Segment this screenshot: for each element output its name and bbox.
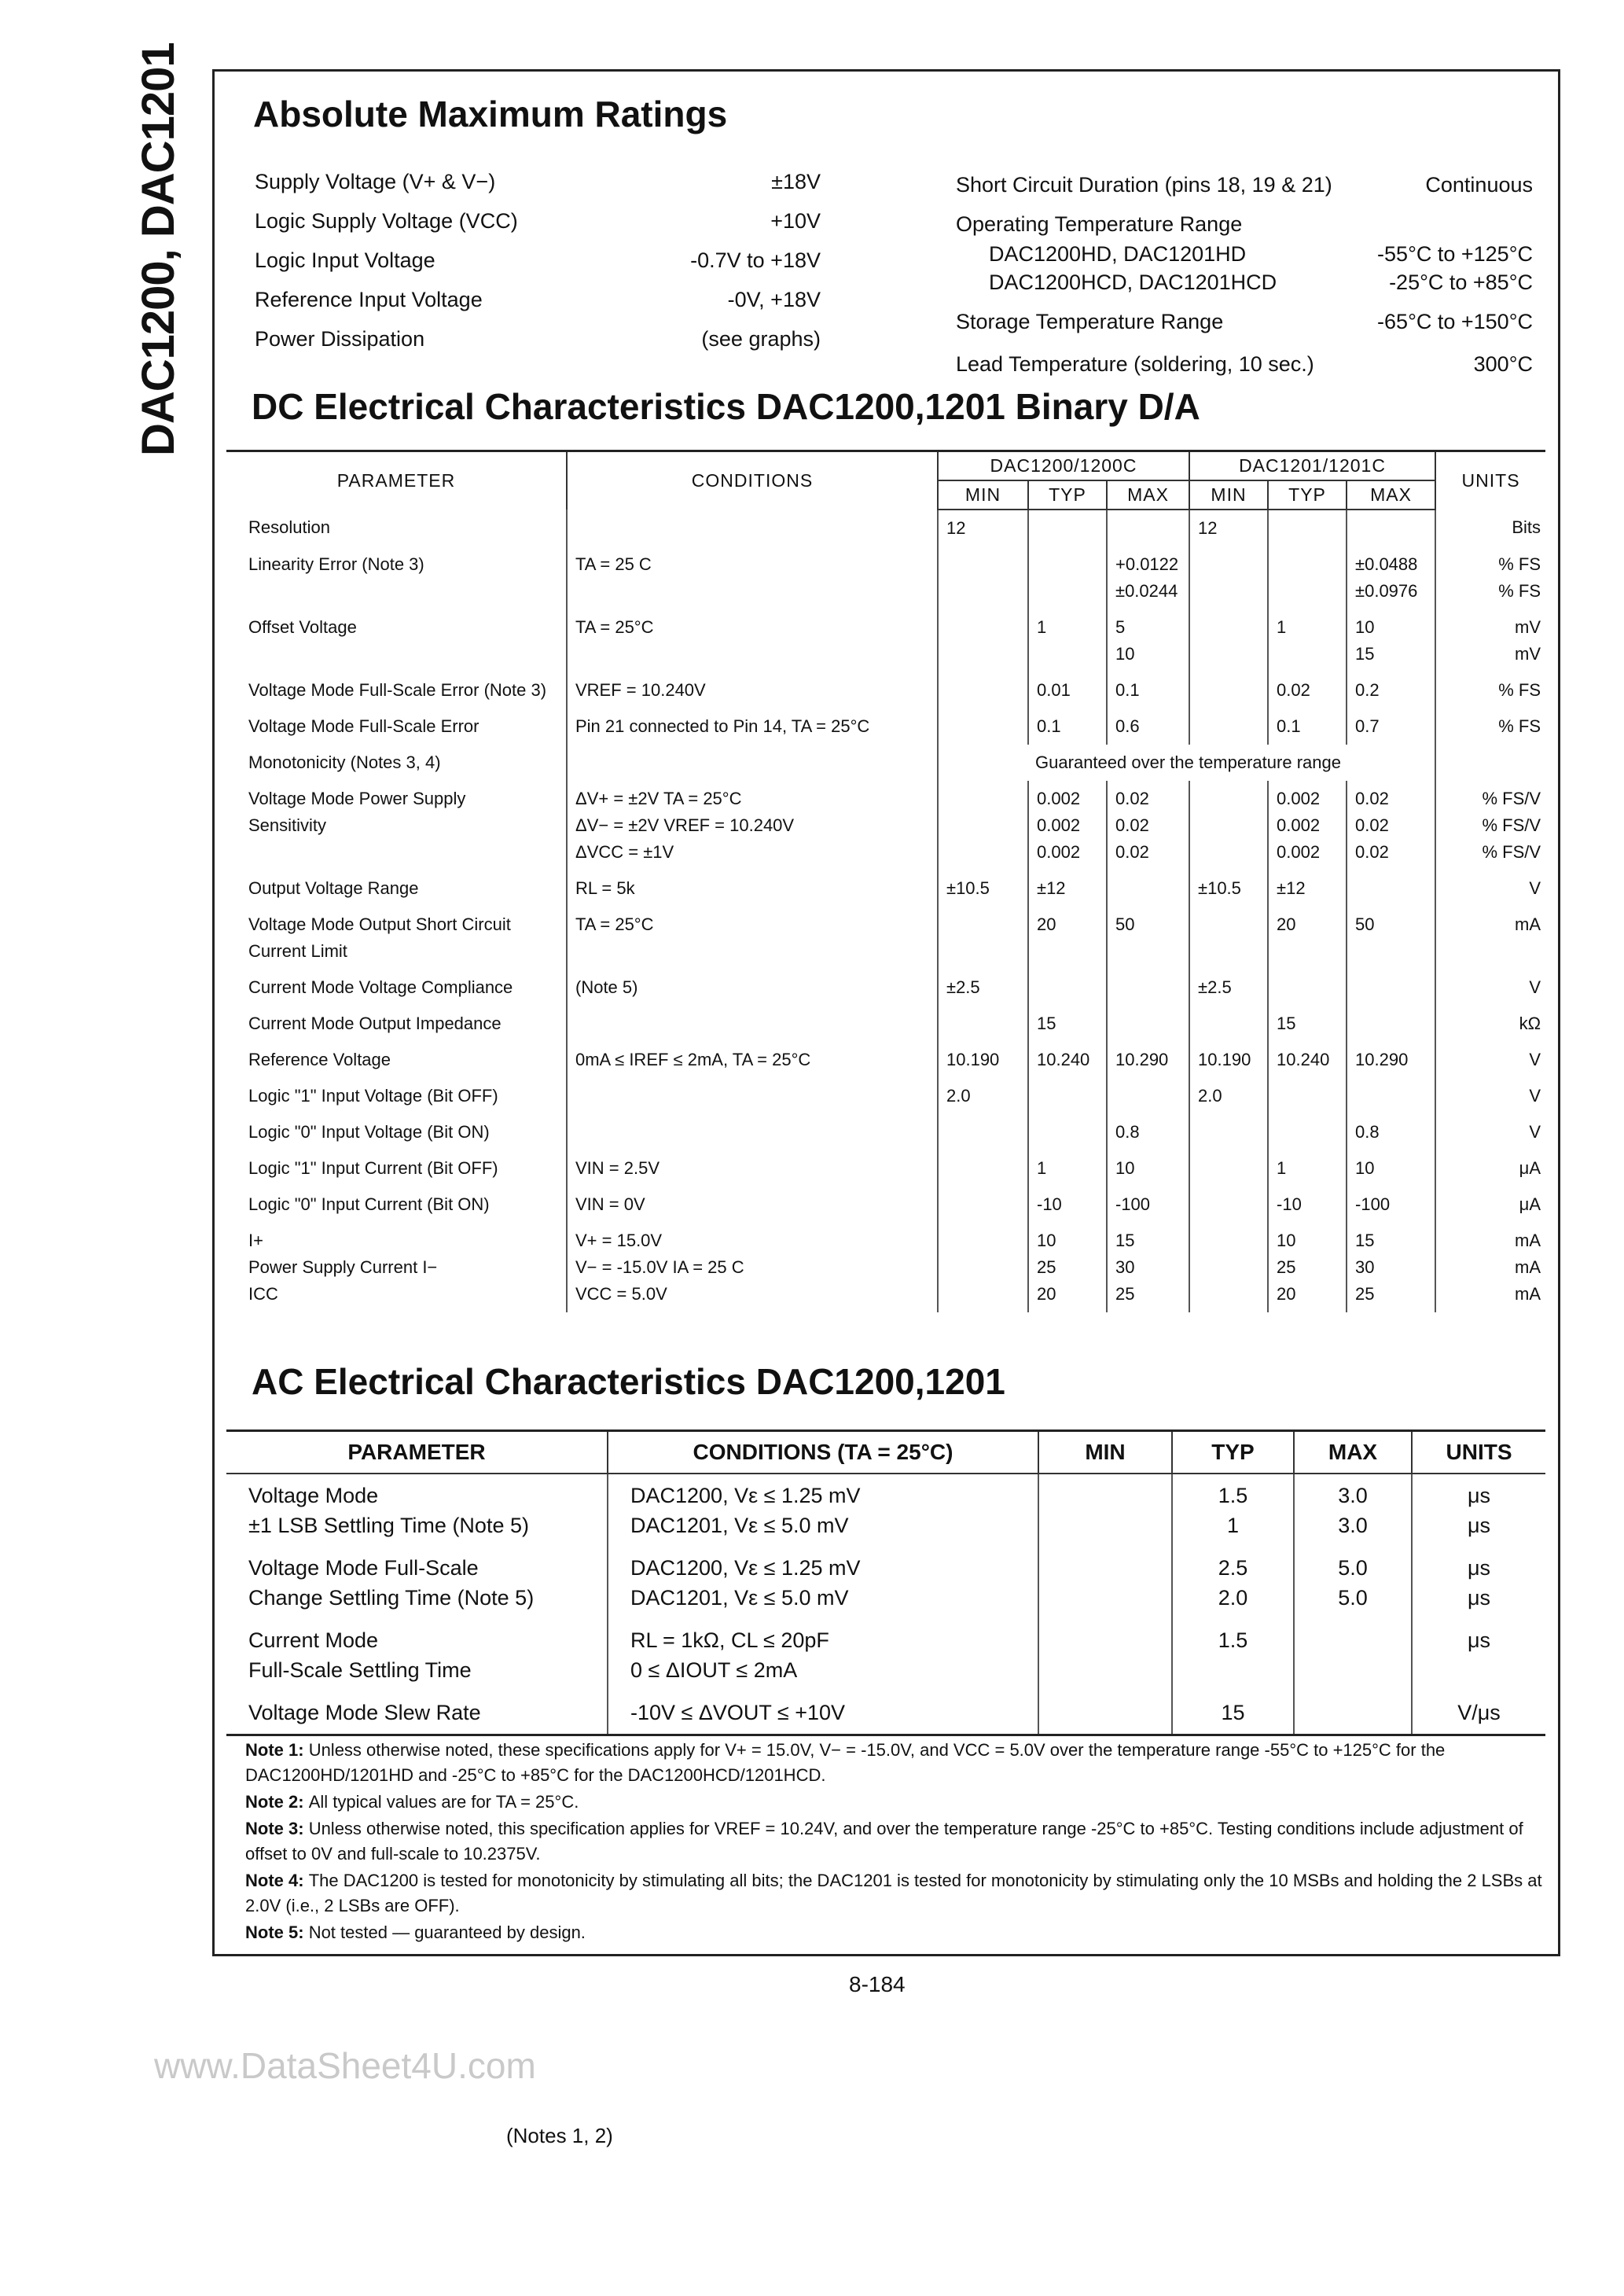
abs-max-right-row [956,310,1533,334]
dc-units: V [1435,970,1545,1006]
dc-typ1 [1028,510,1107,546]
ac-units: μs μs [1412,1474,1545,1547]
ac-units: V/μs [1412,1691,1545,1735]
dc-typ2: ±12 [1268,870,1347,907]
abs-max-label: Lead Temperature (soldering, 10 sec.) [956,352,1314,376]
dc-max1: 15 30 25 [1107,1223,1189,1312]
ac-header-typ: TYP [1172,1431,1294,1474]
dc-conditions [567,745,938,781]
dc-conditions: VIN = 2.5V [567,1150,938,1187]
dc-min1: 12 [938,510,1028,546]
ac-max [1294,1691,1412,1735]
dc-typ1: 10.240 [1028,1042,1107,1078]
dc-param: Monotonicity (Notes 3, 4) [248,752,441,772]
note-label: Note 4: [245,1871,309,1890]
abs-max-label: Logic Supply Voltage (VCC) [255,209,518,233]
abs-max-right-row [989,242,1533,267]
dc-typ1: 0.01 [1028,672,1107,708]
dc-typ1: ±12 [1028,870,1107,907]
dc-table-row [226,1114,1545,1150]
dc-table-row [226,1187,1545,1223]
dc-typ2: 15 [1268,1006,1347,1042]
abs-max-right-row [956,173,1533,197]
dc-typ2: 20 [1268,907,1347,970]
dc-table-row [226,609,1545,672]
abs-max-value: -0V, +18V [727,288,821,311]
note [245,1816,1542,1867]
ac-conditions: -10V ≤ ΔVOUT ≤ +10V [608,1691,1038,1735]
dc-max1: +0.0122 ±0.0244 [1107,546,1189,609]
dc-min1 [938,546,1028,609]
dc-typ2 [1268,1114,1347,1150]
abs-max-label: DAC1200HCD, DAC1201HCD [989,270,1277,294]
dc-min1 [938,1223,1028,1312]
dc-min2 [1189,907,1268,970]
dc-header-group1: DAC1200/1200C [938,451,1189,481]
dc-typ2: 0.02 [1268,672,1347,708]
dc-units: Bits [1435,510,1545,546]
dc-max2: 0.8 [1347,1114,1435,1150]
dc-min1 [938,1114,1028,1150]
ac-typ: 1.5 1 [1172,1474,1294,1547]
dc-min1 [938,1150,1028,1187]
dc-conditions: (Note 5) [567,970,938,1006]
dc-typ1: 0.1 [1028,708,1107,745]
note [245,1738,1542,1788]
ac-max: 5.0 5.0 [1294,1547,1412,1619]
note-label: Note 1: [245,1740,309,1760]
dc-param: Linearity Error (Note 3) [248,554,424,574]
abs-max-value: -65°C to +150°C [1377,310,1533,333]
notes-section [245,1738,1542,1947]
dc-min1 [938,781,1028,870]
dc-units: kΩ [1435,1006,1545,1042]
dc-max2 [1347,1006,1435,1042]
dc-typ1 [1028,970,1107,1006]
dc-typ1: 10 25 20 [1028,1223,1107,1312]
dc-conditions: TA = 25°C [567,609,938,672]
dc-table-row [226,1150,1545,1187]
dc-typ2 [1268,970,1347,1006]
dc-max1: 10 [1107,1150,1189,1187]
dc-header-parameter: PARAMETER [226,451,567,510]
dc-typ2 [1268,546,1347,609]
dc-conditions: ΔV+ = ±2V TA = 25°C ΔV− = ±2V VREF = 10.240V ΔVCC = ±1V [567,781,938,870]
dc-param: I+ Power Supply Current I− ICC [248,1231,438,1304]
dc-conditions: RL = 5k [567,870,938,907]
dc-max2: 15 30 25 [1347,1223,1435,1312]
dc-typ2 [1268,510,1347,546]
ac-header-units: UNITS [1412,1431,1545,1474]
dc-table-row [226,510,1545,546]
dc-min2 [1189,1006,1268,1042]
dc-param: Logic "0" Input Voltage (Bit ON) [248,1122,490,1142]
note [245,1790,1542,1815]
dc-conditions: TA = 25 C [567,546,938,609]
ac-param: Current Mode Full-Scale Settling Time [248,1628,472,1682]
dc-min1 [938,672,1028,708]
abs-max-value: -55°C to +125°C [1377,242,1533,266]
dc-notes-ref: (Notes 1, 2) [506,2124,613,2147]
dc-min2 [1189,1187,1268,1223]
dc-max2: 10 15 [1347,609,1435,672]
ac-table-row [226,1474,1545,1547]
abs-max-value: ±18V [771,170,821,193]
dc-table-row [226,1223,1545,1312]
dc-conditions [567,510,938,546]
dc-max1: 50 [1107,907,1189,970]
dc-typ1: 1 [1028,609,1107,672]
dc-conditions [567,1114,938,1150]
dc-table-row [226,672,1545,708]
ac-conditions: DAC1200, Vε ≤ 1.25 mV DAC1201, Vε ≤ 5.0 mV [608,1547,1038,1619]
dc-typ1 [1028,1114,1107,1150]
dc-max2 [1347,510,1435,546]
abs-max-label: DAC1200HD, DAC1201HD [989,242,1247,266]
note-text: Not tested — guaranteed by design. [308,1923,586,1942]
dc-min2: 10.190 [1189,1042,1268,1078]
dc-conditions: V+ = 15.0V V− = -15.0V IA = 25 C VCC = 5.0V [567,1223,938,1312]
dc-min1 [938,907,1028,970]
abs-max-right-row [956,212,1533,237]
dc-conditions [567,1078,938,1114]
dc-min2: 2.0 [1189,1078,1268,1114]
dc-max2: 10.290 [1347,1042,1435,1078]
dc-table-row [226,1042,1545,1078]
dc-max2: 0.2 [1347,672,1435,708]
dc-units: V [1435,1078,1545,1114]
dc-param: Voltage Mode Output Short Circuit Current Limit [248,914,511,961]
dc-max1: 5 10 [1107,609,1189,672]
ac-max [1294,1619,1412,1691]
dc-conditions: 0mA ≤ IREF ≤ 2mA, TA = 25°C [567,1042,938,1078]
abs-max-value: -0.7V to +18V [690,248,821,272]
dc-conditions: Pin 21 connected to Pin 14, TA = 25°C [567,708,938,745]
dc-max1: 0.6 [1107,708,1189,745]
dc-table-row [226,907,1545,970]
dc-min2 [1189,609,1268,672]
abs-max-left-row [255,288,821,312]
ac-table-row [226,1691,1545,1735]
dc-table-row [226,1078,1545,1114]
dc-max2: -100 [1347,1187,1435,1223]
dc-table-row [226,1006,1545,1042]
dc-min2 [1189,781,1268,870]
dc-conditions: VREF = 10.240V [567,672,938,708]
abs-max-value: 300°C [1473,352,1533,376]
dc-header-units: UNITS [1435,451,1545,510]
ac-units: μs μs [1412,1547,1545,1619]
abs-max-left-row [255,170,821,194]
dc-units: μA [1435,1150,1545,1187]
dc-typ1: 0.002 0.002 0.002 [1028,781,1107,870]
dc-units: V [1435,1114,1545,1150]
abs-max-value: +10V [770,209,821,233]
dc-units: mV mV [1435,609,1545,672]
abs-max-label: Logic Input Voltage [255,248,435,272]
dc-header-typ: TYP [1268,480,1347,510]
ac-table-row [226,1547,1545,1619]
ac-max: 3.0 3.0 [1294,1474,1412,1547]
dc-max2 [1347,970,1435,1006]
dc-param: Logic "1" Input Current (Bit OFF) [248,1158,498,1178]
dc-units [1435,745,1545,781]
ac-param: Voltage Mode ±1 LSB Settling Time (Note 5) [248,1484,529,1537]
dc-typ2 [1268,1078,1347,1114]
ac-conditions: DAC1200, Vε ≤ 1.25 mV DAC1201, Vε ≤ 5.0 mV [608,1474,1038,1547]
dc-header-max: MAX [1107,480,1189,510]
dc-min1 [938,708,1028,745]
ac-param: Voltage Mode Slew Rate [226,1691,608,1735]
dc-max2 [1347,1078,1435,1114]
dc-min2: 12 [1189,510,1268,546]
dc-param: Voltage Mode Full-Scale Error [248,716,479,736]
abs-max-label: Reference Input Voltage [255,288,483,311]
dc-table-row [226,745,1545,781]
dc-typ2: 0.1 [1268,708,1347,745]
dc-max1: 0.02 0.02 0.02 [1107,781,1189,870]
note-label: Note 5: [245,1923,309,1942]
dc-max1 [1107,510,1189,546]
ac-conditions: RL = 1kΩ, CL ≤ 20pF 0 ≤ ΔIOUT ≤ 2mA [608,1619,1038,1691]
dc-min1: 2.0 [938,1078,1028,1114]
dc-units: % FS/V % FS/V % FS/V [1435,781,1545,870]
dc-units: V [1435,1042,1545,1078]
ac-typ: 2.5 2.0 [1172,1547,1294,1619]
dc-min1 [938,1187,1028,1223]
abs-max-right-row [989,270,1533,295]
ac-param: Voltage Mode Full-Scale Change Settling Time (Note 5) [248,1556,535,1610]
abs-max-label: Supply Voltage (V+ & V−) [255,170,496,193]
note-label: Note 3: [245,1819,309,1838]
dc-units: % FS [1435,672,1545,708]
abs-max-label: Storage Temperature Range [956,310,1224,333]
note [245,1868,1542,1919]
dc-param: Reference Voltage [248,1050,391,1069]
dc-max2 [1347,870,1435,907]
dc-min1: 10.190 [938,1042,1028,1078]
dc-table-row [226,708,1545,745]
dc-max2: 0.02 0.02 0.02 [1347,781,1435,870]
dc-table-row [226,546,1545,609]
dc-table [226,450,1545,1312]
dc-max2: 0.7 [1347,708,1435,745]
dc-min2 [1189,1150,1268,1187]
ac-table-row [226,1619,1545,1691]
dc-min2: ±10.5 [1189,870,1268,907]
dc-units: % FS % FS [1435,546,1545,609]
dc-min1: ±10.5 [938,870,1028,907]
abs-max-label: Short Circuit Duration (pins 18, 19 & 21) [956,173,1332,197]
dc-header-min: MIN [1189,480,1268,510]
ac-header-max: MAX [1294,1431,1412,1474]
dc-table-row [226,781,1545,870]
abs-max-left-row [255,248,821,273]
dc-typ1: -10 [1028,1187,1107,1223]
dc-param: Voltage Mode Full-Scale Error (Note 3) [248,680,547,700]
dc-units: V [1435,870,1545,907]
ac-min [1038,1619,1172,1691]
dc-title-text: DC Electrical Characteristics DAC1200,1201 Binary D/A [252,386,1200,427]
dc-typ1 [1028,1078,1107,1114]
dc-typ1: 15 [1028,1006,1107,1042]
ac-typ: 15 [1172,1691,1294,1735]
dc-conditions: VIN = 0V [567,1187,938,1223]
ac-min [1038,1547,1172,1619]
dc-param: Current Mode Output Impedance [248,1014,502,1033]
dc-max2: 10 [1347,1150,1435,1187]
dc-min2 [1189,672,1268,708]
note-text: All typical values are for TA = 25°C. [308,1792,579,1812]
dc-max2: ±0.0488 ±0.0976 [1347,546,1435,609]
dc-typ1: 20 [1028,907,1107,970]
dc-header-min: MIN [938,480,1028,510]
dc-min2 [1189,1114,1268,1150]
dc-table-row [226,870,1545,907]
dc-min2 [1189,708,1268,745]
abs-max-label: Operating Temperature Range [956,212,1243,236]
ac-header-parameter: PARAMETER [226,1431,608,1474]
abs-max-value: (see graphs) [701,327,821,351]
dc-header-typ: TYP [1028,480,1107,510]
dc-max1: 0.1 [1107,672,1189,708]
dc-param: Current Mode Voltage Compliance [248,977,513,997]
dc-units: mA [1435,907,1545,970]
dc-conditions [567,1006,938,1042]
dc-typ2: 0.002 0.002 0.002 [1268,781,1347,870]
abs-max-value: -25°C to +85°C [1389,270,1533,294]
abs-max-left-row [255,327,821,351]
dc-max2: 50 [1347,907,1435,970]
dc-typ2: 1 [1268,609,1347,672]
dc-max1: -100 [1107,1187,1189,1223]
dc-header-group2: DAC1201/1201C [1189,451,1435,481]
ac-title: AC Electrical Characteristics DAC1200,1201 [252,1361,1005,1402]
ac-min [1038,1691,1172,1735]
dc-max1 [1107,870,1189,907]
dc-typ1: 1 [1028,1150,1107,1187]
dc-max1 [1107,1078,1189,1114]
ac-min [1038,1474,1172,1547]
dc-max1: 10.290 [1107,1042,1189,1078]
dc-min2 [1189,546,1268,609]
abs-max-label: Power Dissipation [255,327,425,351]
dc-typ1 [1028,546,1107,609]
dc-header-max: MAX [1347,480,1435,510]
abs-max-left-row [255,209,821,234]
dc-max1: 0.8 [1107,1114,1189,1150]
dc-min1: ±2.5 [938,970,1028,1006]
dc-param: Offset Voltage [248,617,357,637]
note-text: The DAC1200 is tested for monotonicity by stimulating all bits; the DAC1201 is tested for monotonicity by stimulating only the 10 MSBs and holding the 2 LSBs at 2.0V (i.e., 2 LSBs are OFF). [245,1871,1542,1915]
dc-typ2: -10 [1268,1187,1347,1223]
abs-max-right-row [956,352,1533,377]
dc-param: Voltage Mode Power Supply Sensitivity [248,789,466,835]
dc-typ2: 10.240 [1268,1042,1347,1078]
note [245,1920,1542,1945]
dc-max1 [1107,1006,1189,1042]
side-title: DAC1200, DAC1201 [133,42,184,456]
dc-typ2: 1 [1268,1150,1347,1187]
dc-min1 [938,609,1028,672]
dc-table-row [226,970,1545,1006]
dc-header-conditions: CONDITIONS [567,451,938,510]
dc-min2: ±2.5 [1189,970,1268,1006]
dc-max1 [1107,970,1189,1006]
watermark: www.DataSheet4U.com [154,2045,536,2086]
ac-units: μs [1412,1619,1545,1691]
dc-units: % FS [1435,708,1545,745]
dc-param: Logic "0" Input Current (Bit ON) [248,1194,490,1214]
page-number: 8-184 [849,1972,906,1996]
dc-min1 [938,1006,1028,1042]
ac-header-min: MIN [1038,1431,1172,1474]
dc-units: mA mA mA [1435,1223,1545,1312]
dc-conditions: TA = 25°C [567,907,938,970]
dc-param: Output Voltage Range [248,878,419,898]
note-label: Note 2: [245,1792,309,1812]
dc-typ2: 10 25 20 [1268,1223,1347,1312]
dc-param: Resolution [248,517,330,537]
note-text: Unless otherwise noted, these specifications apply for V+ = 15.0V, V− = -15.0V, and VCC = 5.0V over the temperature range -55°C to +125°C for the DAC1200HD/1201HD and -25°C to +85°C for the DAC1200HCD/1201HCD. [245,1740,1446,1785]
ac-table [226,1429,1545,1736]
dc-min2 [1189,1223,1268,1312]
abs-max-value: Continuous [1425,173,1533,197]
dc-units: μA [1435,1187,1545,1223]
abs-max-title: Absolute Maximum Ratings [253,94,728,134]
dc-param: Logic "1" Input Voltage (Bit OFF) [248,1086,498,1106]
dc-span-cell: Guaranteed over the temperature range [938,745,1435,781]
ac-typ: 1.5 [1172,1619,1294,1691]
ac-header-conditions: CONDITIONS (TA = 25°C) [608,1431,1038,1474]
note-text: Unless otherwise noted, this specification applies for VREF = 10.24V, and over the temperature range -25°C to +85°C. Testing conditions include adjustment of offset to 0V and full-scale to 10.2375V. [245,1819,1523,1864]
